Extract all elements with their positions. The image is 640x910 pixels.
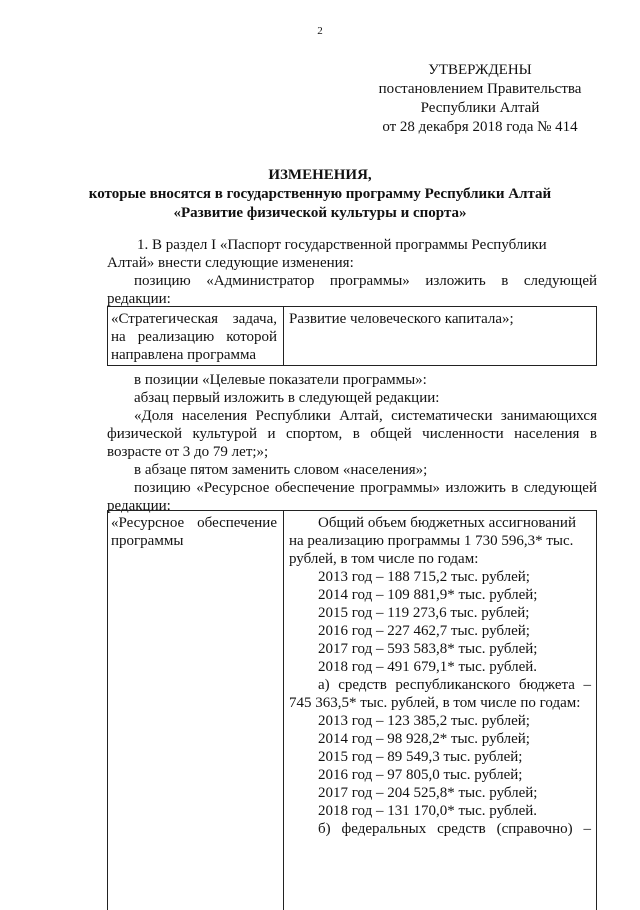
paragraph-5-line-1: «Доля населения Республики Алтай, систематически занимающихся	[134, 408, 597, 424]
page-number: 2	[317, 25, 323, 37]
approval-issuer: постановлением Правительства	[378, 81, 582, 97]
resource-year-2014: 2014 год – 109 881,9* тыс. рублей;	[318, 587, 538, 603]
regional-year-2013: 2013 год – 123 385,2 тыс. рублей;	[318, 713, 530, 729]
table-divider	[283, 307, 284, 365]
regional-year-2018: 2018 год – 131 170,0* тыс. рублей.	[318, 803, 538, 819]
paragraph-4: абзац первый изложить в следующей редакции:	[134, 390, 440, 406]
strategic-task-value: Развитие человеческого капитала»;	[289, 311, 514, 327]
approval-stamp-heading: УТВЕРЖДЕНЫ	[428, 62, 532, 78]
table-resource-support	[107, 510, 597, 910]
resource-total-line-1: Общий объем бюджетных ассигнований	[318, 515, 576, 531]
federal-funds-line-1: б) федеральных средств (справочно) –	[318, 821, 591, 837]
regional-budget-line-1: а) средств республиканского бюджета –	[318, 677, 591, 693]
resource-year-2018: 2018 год – 491 679,1* тыс. рублей.	[318, 659, 538, 675]
approval-date-number: от 28 декабря 2018 года № 414	[382, 119, 578, 135]
strategic-task-label-line-3: направлена программа	[111, 347, 257, 363]
program-name: «Развитие физической культуры и спорта»	[173, 205, 467, 221]
paragraph-1-line-1: 1. В раздел I «Паспорт государственной программы Республики	[137, 237, 547, 253]
resource-year-2015: 2015 год – 119 273,6 тыс. рублей;	[318, 605, 530, 621]
regional-year-2014: 2014 год – 98 928,2* тыс. рублей;	[318, 731, 530, 747]
document-subtitle: которые вносятся в государственную программу Республики Алтай	[88, 186, 552, 202]
resource-label-line-1: «Ресурсное обеспечение	[111, 515, 277, 531]
resource-total-line-3: рублей, в том числе по годам:	[289, 551, 479, 567]
paragraph-7-line-2: редакции:	[107, 498, 171, 514]
table-divider	[283, 511, 284, 910]
strategic-task-label-line-2: на реализацию которой	[111, 329, 277, 345]
paragraph-3: в позиции «Целевые показатели программы»:	[134, 372, 427, 388]
resource-year-2016: 2016 год – 227 462,7 тыс. рублей;	[318, 623, 530, 639]
paragraph-2-line-2: редакции:	[107, 291, 171, 307]
paragraph-2-line-1: позицию «Администратор программы» изложить в следующей	[134, 273, 597, 289]
regional-year-2017: 2017 год – 204 525,8* тыс. рублей;	[318, 785, 538, 801]
resource-year-2017: 2017 год – 593 583,8* тыс. рублей;	[318, 641, 538, 657]
strategic-task-label-line-1: «Стратегическая задача,	[111, 311, 277, 327]
regional-budget-line-2: 745 363,5* тыс. рублей, в том числе по годам:	[289, 695, 581, 711]
paragraph-7-line-1: позицию «Ресурсное обеспечение программы» изложить в следующей	[134, 480, 597, 496]
table-strategic-task	[107, 306, 597, 366]
approval-region: Республики Алтай	[420, 100, 540, 116]
resource-year-2013: 2013 год – 188 715,2 тыс. рублей;	[318, 569, 530, 585]
regional-year-2015: 2015 год – 89 549,3 тыс. рублей;	[318, 749, 523, 765]
paragraph-1-line-2: Алтай» внести следующие изменения:	[107, 255, 354, 271]
paragraph-5-line-2: физической культурой и спортом, в общей численности населения в	[107, 426, 597, 442]
resource-total-line-2: на реализацию программы 1 730 596,3* тыс.	[289, 533, 574, 549]
paragraph-5-line-3: возрасте от 3 до 79 лет;»;	[107, 444, 269, 460]
paragraph-6: в абзаце пятом заменить словом «населения»;	[134, 462, 428, 478]
regional-year-2016: 2016 год – 97 805,0 тыс. рублей;	[318, 767, 523, 783]
resource-label-line-2: программы	[111, 533, 184, 549]
document-title: ИЗМЕНЕНИЯ,	[268, 167, 372, 183]
